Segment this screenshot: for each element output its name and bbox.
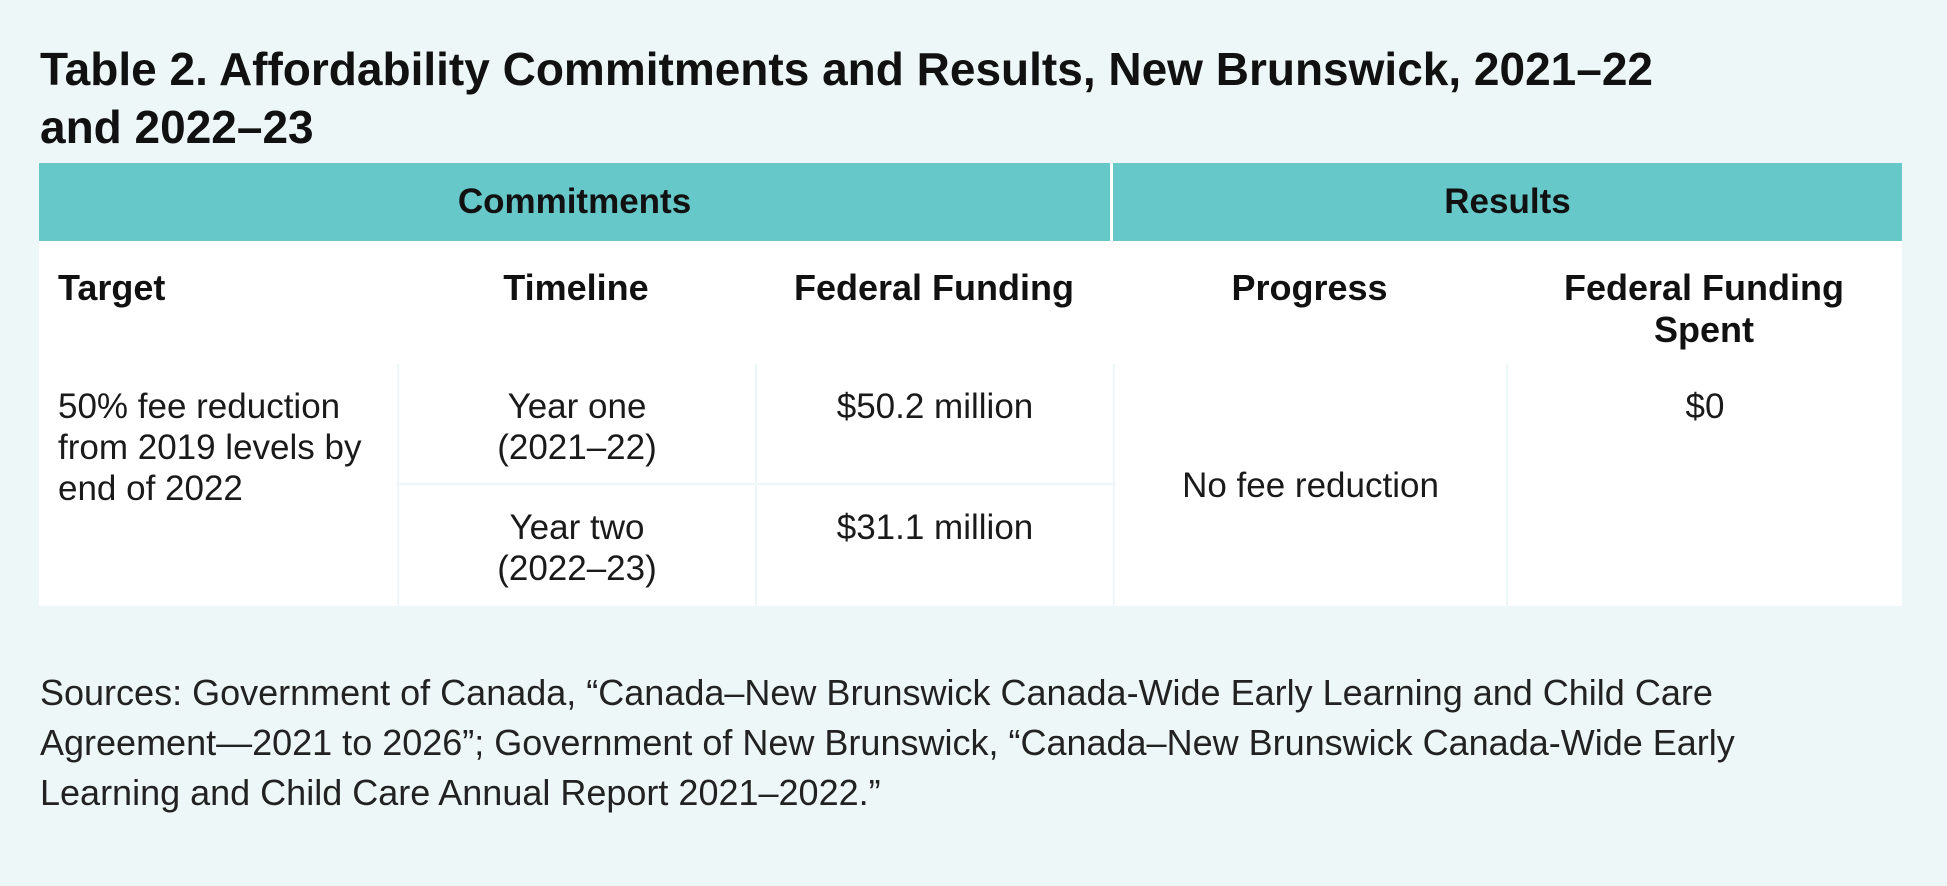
- target-line: end of 2022: [58, 469, 243, 508]
- timeline-line: (2022–23): [497, 549, 657, 588]
- timeline-cell-year-two: [397, 485, 755, 606]
- funding-cell-year-two: $31.1 million: [755, 485, 1113, 606]
- results-group-header: Results: [1444, 182, 1571, 221]
- federal-funding-column-header: Federal Funding: [793, 267, 1074, 308]
- funding-cell-year-one: $50.2 million: [755, 364, 1113, 485]
- progress-cell: [1113, 364, 1506, 606]
- group-header-row: [39, 163, 1902, 241]
- funding-spent-header-line-1: Federal Funding: [1563, 267, 1844, 308]
- sources-note: [40, 668, 1920, 818]
- sources-line: Agreement—2021 to 2026”; Government of New Brunswick, “Canada–New Brunswick Canada-Wide Early: [40, 722, 1735, 763]
- funding-spent-cell: $0: [1506, 364, 1902, 606]
- funding-spent-header-line-2: Spent: [1653, 309, 1754, 350]
- commitments-group-header: Commitments: [39, 163, 1113, 241]
- sources-line: Sources: Government of Canada, “Canada–New Brunswick Canada-Wide Early Learning and Child Care: [40, 672, 1713, 713]
- timeline-line: Year two: [509, 508, 645, 547]
- funding-spent-column-header: [1506, 241, 1902, 364]
- table-title: [40, 40, 1740, 156]
- progress-text: No fee reduction: [1182, 465, 1439, 505]
- timeline-line: Year one: [507, 387, 647, 426]
- timeline-column-header: Timeline: [503, 267, 649, 308]
- target-line: 50% fee reduction: [58, 387, 341, 426]
- affordability-table: [39, 163, 1902, 606]
- target-cell: [39, 364, 397, 606]
- target-column-header: Target: [58, 267, 166, 308]
- target-line: from 2019 levels by: [58, 428, 362, 467]
- timeline-cell-year-one: [397, 364, 755, 485]
- column-header-row: [39, 241, 1902, 364]
- table-title-line-1: Table 2. Affordability Commitments and Results, New Brunswick, 2021–22: [40, 43, 1654, 95]
- table-title-line-2: and 2022–23: [40, 101, 314, 153]
- sources-line: Learning and Child Care Annual Report 2021–2022.”: [40, 772, 881, 813]
- progress-column-header: Progress: [1231, 267, 1388, 308]
- table-body: [39, 364, 1902, 606]
- timeline-line: (2021–22): [497, 428, 657, 467]
